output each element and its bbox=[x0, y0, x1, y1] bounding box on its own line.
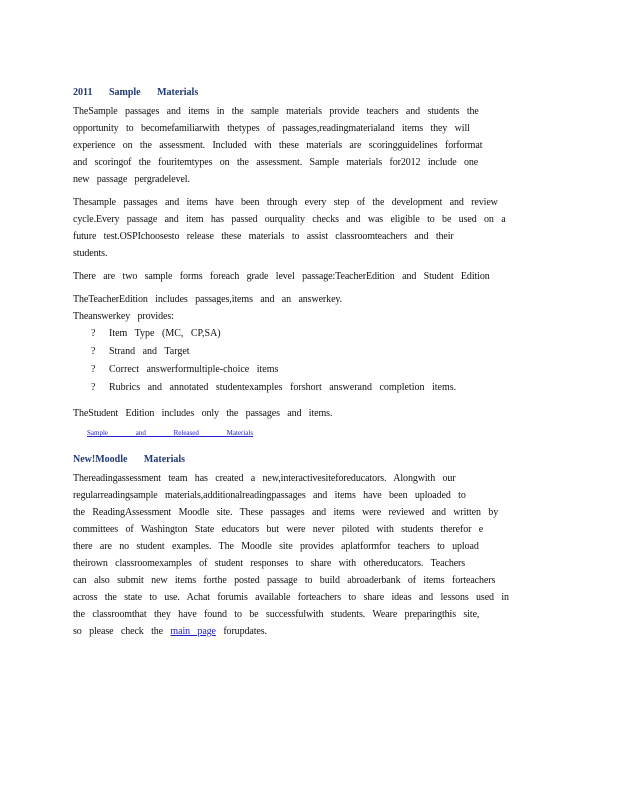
main-page-link[interactable]: main page bbox=[170, 626, 216, 637]
text-fragment: forupdates. bbox=[223, 626, 267, 637]
text-line: TheStudent Edition includes only the passages and items. bbox=[73, 408, 333, 419]
list-item-text: Item Type (MC, CP,SA) bbox=[109, 328, 221, 339]
text-line: the ReadingAssessment Moodle site. These passages and items were reviewed and written by bbox=[73, 507, 499, 518]
text-line: Thesample passages and items have been through every step of the development and review bbox=[73, 197, 498, 208]
text-line: committees of Washington State educators but were never piloted with students therefor e bbox=[73, 524, 484, 535]
text-line: can also submit new items forthe posted passage to build abroaderbank of items forteachers bbox=[73, 575, 496, 586]
bullet-glyph: ? bbox=[91, 346, 96, 357]
spacer bbox=[73, 397, 543, 405]
bullet-glyph: ? bbox=[91, 328, 96, 339]
text-line: and scoringof the fouritemtypes on the assessment. Sample materials for2012 include one bbox=[73, 157, 479, 168]
text-fragment: so please check the bbox=[73, 626, 164, 637]
paragraph-teacher-edition bbox=[73, 291, 543, 325]
document-body bbox=[73, 86, 543, 640]
text-line: TheSample passages and items in the sample materials provide teachers and students the bbox=[73, 106, 479, 117]
text-line-with-link bbox=[73, 623, 543, 640]
section-heading-2011-sample-materials: 2011 Sample Materials bbox=[73, 87, 199, 98]
text-line: TheTeacherEdition includes passages,items and an answerkey. bbox=[73, 294, 343, 305]
list-item-text: Correct answerformultiple-choice items bbox=[109, 364, 279, 375]
answer-key-list bbox=[73, 325, 543, 397]
paragraph-sample-intro bbox=[73, 103, 543, 188]
paragraph-moodle bbox=[73, 470, 543, 640]
list-item-text: Strand and Target bbox=[109, 346, 190, 357]
list-item bbox=[73, 361, 543, 379]
list-item-text: Rubrics and annotated studentexamples forshort answerand completion items. bbox=[109, 382, 457, 393]
text-line: experience on the assessment. Included with these materials are scoringguidelines forformat bbox=[73, 140, 483, 151]
text-line: there are no student examples. The Moodle site provides aplatformfor teachers to upload bbox=[73, 541, 479, 552]
text-line: future test.OSPIchoosesto release these materials to assist classroomteachers and their bbox=[73, 231, 454, 242]
spacer bbox=[73, 443, 543, 453]
text-line: across the state to use. Achat forumis available forteachers to share ideas and lessons used in bbox=[73, 592, 509, 603]
sample-and-released-materials-link[interactable]: Sample and Released Materials bbox=[87, 429, 254, 437]
list-item bbox=[73, 379, 543, 397]
list-item bbox=[73, 343, 543, 361]
text-line: There are two sample forms foreach grade level passage:TeacherEdition and Student Edition bbox=[73, 271, 490, 282]
text-line: theirown classroomexamples of student responses to share with othereducators. Teachers bbox=[73, 558, 466, 569]
text-line: the classroomthat they have found to be successfulwith students. Weare preparingthis site, bbox=[73, 609, 480, 620]
text-line: Theanswerkey provides: bbox=[73, 311, 174, 322]
paragraph-two-forms bbox=[73, 268, 543, 285]
list-item bbox=[73, 325, 543, 343]
paragraph-development-cycle bbox=[73, 194, 543, 262]
section-heading-moodle-materials: New!Moodle Materials bbox=[73, 454, 186, 465]
text-line: students. bbox=[73, 248, 108, 259]
bullet-glyph: ? bbox=[91, 364, 96, 375]
text-line: Thereadingassessment team has created a new,interactivesiteforeducators. Alongwith our bbox=[73, 473, 456, 484]
text-line: regularreadingsample materials,additionalreadingpassages and items have been uploaded to bbox=[73, 490, 466, 501]
text-line: new passage pergradelevel. bbox=[73, 174, 190, 185]
text-line: opportunity to becomefamiliarwith thetypes of passages,readingmaterialand items they will bbox=[73, 123, 470, 134]
text-line: cycle.Every passage and item has passed ourquality checks and was eligible to be used on a bbox=[73, 214, 506, 225]
paragraph-student-edition bbox=[73, 405, 543, 422]
bullet-glyph: ? bbox=[91, 382, 96, 393]
